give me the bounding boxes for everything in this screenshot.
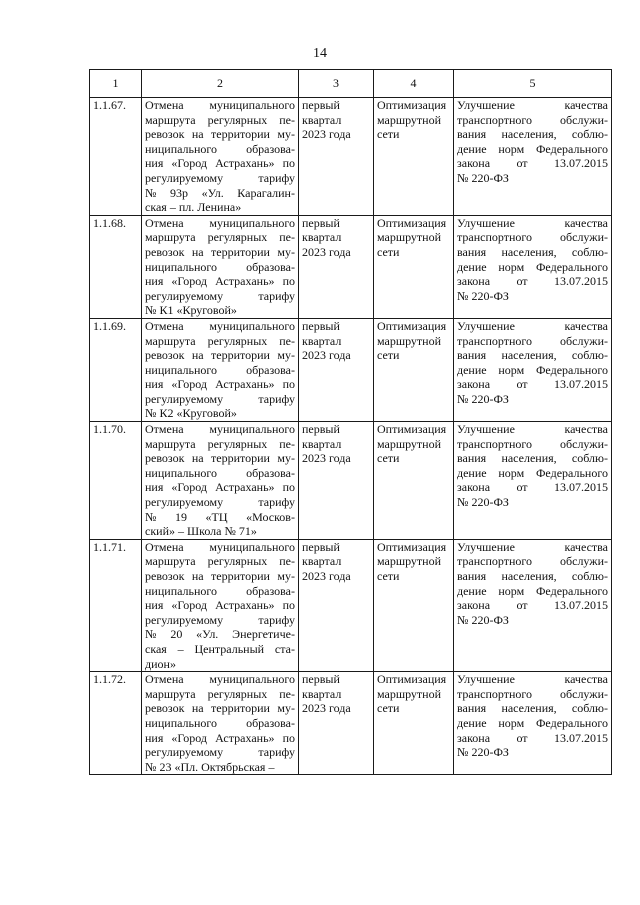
- measure-goal-line: маршрутной: [377, 686, 442, 701]
- measure-description-line: ский» – Школа № 71»: [145, 524, 257, 539]
- measure-description-line: ревозок на территории му-: [145, 451, 295, 466]
- measure-goal-text: [377, 672, 450, 716]
- measure-goal-line: сети: [377, 569, 400, 583]
- measure-result-line: транспортного обслужи-: [457, 686, 608, 701]
- measure-result: [454, 422, 612, 540]
- measure-description-line: Отмена муниципального: [145, 672, 295, 687]
- measure-result-text: [457, 540, 608, 628]
- measure-period-line: 2023 года: [302, 569, 351, 583]
- row-number: 1.1.72.: [90, 672, 142, 775]
- measure-description-text: [145, 672, 295, 774]
- measure-result-line: дение норм Федерального: [457, 259, 608, 274]
- table-row: [90, 539, 612, 671]
- measure-goal-line: Оптимизация: [377, 672, 447, 687]
- measure-goal: [374, 539, 454, 671]
- measure-goal-text: [377, 98, 450, 142]
- measure-result-line: закона от 13.07.2015: [457, 480, 608, 495]
- measure-goal-line: маршрутной: [377, 333, 442, 348]
- measure-result-line: Улучшение качества: [457, 422, 608, 437]
- measure-period-line: 2023 года: [302, 244, 351, 259]
- table-row: [90, 422, 612, 540]
- measure-result-line: Улучшение качества: [457, 318, 608, 333]
- measure-period: [299, 672, 374, 775]
- measure-goal-line: маршрутной: [377, 554, 442, 569]
- measure-result-text: [457, 319, 608, 407]
- measure-result-line: закона от 13.07.2015: [457, 377, 608, 392]
- measure-description-line: ния «Город Астрахань» по: [145, 598, 295, 613]
- measure-result: [454, 672, 612, 775]
- measure-result: [454, 318, 612, 421]
- measure-description-line: ревозок на территории му-: [145, 244, 295, 259]
- measure-description-line: ния «Город Астрахань» по: [145, 480, 295, 495]
- measure-description-line: Отмена муниципального: [145, 539, 295, 554]
- measure-description: [142, 422, 299, 540]
- measure-description-line: ниципального образова-: [145, 583, 295, 598]
- measure-result-line: № 220-ФЗ: [457, 170, 509, 185]
- measure-result-line: транспортного обслужи-: [457, 112, 608, 127]
- row-number: 1.1.68.: [90, 215, 142, 318]
- measure-description-text: [145, 319, 295, 421]
- measure-description-line: ниципального образова-: [145, 465, 295, 480]
- measure-result-line: № 220-ФЗ: [457, 288, 509, 303]
- measure-result-line: транспортного обслужи-: [457, 230, 608, 245]
- measure-description: [142, 215, 299, 318]
- measure-description-line: ревозок на территории му-: [145, 127, 295, 142]
- measure-description-line: ниципального образова-: [145, 141, 295, 156]
- measure-description-line: маршрута регулярных пе-: [145, 112, 295, 127]
- measure-result-line: вания населения, соблю-: [457, 569, 608, 583]
- measure-description-text: [145, 422, 295, 539]
- measure-description-line: маршрута регулярных пе-: [145, 333, 295, 348]
- measure-goal-line: маршрутной: [377, 230, 442, 245]
- measure-description-text: [145, 98, 295, 215]
- measure-description-line: № 23 «Пл. Октябрьская –: [145, 759, 275, 774]
- row-number: 1.1.70.: [90, 422, 142, 540]
- measure-goal: [374, 215, 454, 318]
- measure-description-text: [145, 216, 295, 318]
- measure-result-line: № 220-ФЗ: [457, 391, 509, 406]
- measure-period: [299, 422, 374, 540]
- measure-period: [299, 318, 374, 421]
- measure-period: [299, 215, 374, 318]
- measure-description-line: ревозок на территории му-: [145, 348, 295, 363]
- measure-description-line: № 19 «ТЦ «Москов-: [145, 509, 295, 524]
- measure-description-line: Отмена муниципального: [145, 98, 295, 112]
- measure-result-line: вания населения, соблю-: [457, 244, 608, 259]
- measure-period-line: 2023 года: [302, 127, 351, 142]
- measure-description-line: регулируемому тарифу: [145, 612, 295, 627]
- page-number: 14: [313, 46, 327, 61]
- measure-description-line: регулируемому тарифу: [145, 495, 295, 510]
- measure-result: [454, 539, 612, 671]
- measure-description-line: ская – пл. Ленина»: [145, 200, 242, 215]
- table-row: [90, 215, 612, 318]
- measure-period-line: квартал: [302, 686, 342, 701]
- measure-goal-line: сети: [377, 701, 400, 716]
- table-body: [90, 98, 612, 775]
- measure-goal-line: сети: [377, 127, 400, 142]
- measure-result-line: закона от 13.07.2015: [457, 598, 608, 613]
- table-row: [90, 98, 612, 216]
- measure-result-line: дение норм Федерального: [457, 362, 608, 377]
- measure-period-line: 2023 года: [302, 701, 351, 716]
- measure-description-line: № К2 «Круговой»: [145, 406, 237, 421]
- measure-result-line: дение норм Федерального: [457, 465, 608, 480]
- table-row: [90, 672, 612, 775]
- measure-period-text: [302, 540, 370, 584]
- measure-description-line: ниципального образова-: [145, 715, 295, 730]
- measure-description-line: регулируемому тарифу: [145, 391, 295, 406]
- measure-result-line: вания населения, соблю-: [457, 701, 608, 716]
- measure-result-text: [457, 672, 608, 760]
- measure-description-line: маршрута регулярных пе-: [145, 686, 295, 701]
- measure-result-line: Улучшение качества: [457, 539, 608, 554]
- measure-result-line: дение норм Федерального: [457, 583, 608, 598]
- measure-result-line: вания населения, соблю-: [457, 451, 608, 466]
- measure-period-line: первый: [302, 318, 340, 333]
- measure-result-line: вания населения, соблю-: [457, 348, 608, 363]
- measure-goal: [374, 318, 454, 421]
- measure-result-line: транспортного обслужи-: [457, 333, 608, 348]
- table-header-row: [90, 70, 612, 98]
- measure-result: [454, 215, 612, 318]
- measure-result: [454, 98, 612, 216]
- measure-description-line: регулируемому тарифу: [145, 170, 295, 185]
- measure-description: [142, 672, 299, 775]
- measure-goal-line: маршрутной: [377, 436, 442, 451]
- measure-goal: [374, 422, 454, 540]
- measure-description: [142, 318, 299, 421]
- measure-goal-line: Оптимизация: [377, 539, 447, 554]
- measure-goal-text: [377, 422, 450, 466]
- measure-goal-line: Оптимизация: [377, 215, 447, 230]
- measure-period-line: квартал: [302, 112, 342, 127]
- measure-period-line: квартал: [302, 436, 342, 451]
- measure-period-line: 2023 года: [302, 348, 351, 363]
- measure-goal: [374, 98, 454, 216]
- measure-goal-line: сети: [377, 244, 400, 259]
- measure-period-line: первый: [302, 98, 340, 112]
- row-number: 1.1.69.: [90, 318, 142, 421]
- measure-goal-text: [377, 216, 450, 260]
- measure-goal-line: Оптимизация: [377, 318, 447, 333]
- measure-result-line: Улучшение качества: [457, 672, 608, 687]
- measure-result-text: [457, 98, 608, 186]
- measure-result-line: Улучшение качества: [457, 215, 608, 230]
- measure-result-line: транспортного обслужи-: [457, 436, 608, 451]
- measure-description: [142, 539, 299, 671]
- measure-period-line: первый: [302, 422, 340, 437]
- measure-result-line: дение норм Федерального: [457, 141, 608, 156]
- measure-period-line: первый: [302, 215, 340, 230]
- measures-table: [89, 69, 612, 775]
- header-col-1: 1: [90, 70, 142, 98]
- measure-result-line: транспортного обслужи-: [457, 554, 608, 569]
- measure-result-line: закона от 13.07.2015: [457, 156, 608, 171]
- measure-period-line: квартал: [302, 333, 342, 348]
- measure-description-line: регулируемому тарифу: [145, 745, 295, 760]
- measure-result-line: № 220-ФЗ: [457, 612, 509, 627]
- measure-period: [299, 539, 374, 671]
- measure-description-line: маршрута регулярных пе-: [145, 436, 295, 451]
- measure-period-line: первый: [302, 539, 340, 554]
- measure-period-line: 2023 года: [302, 451, 351, 466]
- measure-period-line: первый: [302, 672, 340, 687]
- measure-goal-line: маршрутной: [377, 112, 442, 127]
- measure-goal-line: Оптимизация: [377, 98, 447, 112]
- measure-description: [142, 98, 299, 216]
- measure-description-line: ния «Город Астрахань» по: [145, 730, 295, 745]
- measure-goal-line: сети: [377, 451, 400, 466]
- measure-description-line: ниципального образова-: [145, 259, 295, 274]
- table-row: [90, 318, 612, 421]
- measure-description-line: ская – Центральный ста-: [145, 641, 295, 656]
- measure-description-line: № 20 «Ул. Энергетиче-: [145, 627, 295, 642]
- measure-period-text: [302, 216, 370, 260]
- measure-description-line: Отмена муниципального: [145, 318, 295, 333]
- measure-goal-line: сети: [377, 348, 400, 363]
- header-col-2: 2: [142, 70, 299, 98]
- measure-description-line: ния «Город Астрахань» по: [145, 274, 295, 289]
- measure-description-line: № 93р «Ул. Карагалин-: [145, 185, 295, 200]
- measure-goal: [374, 672, 454, 775]
- measure-result-line: дение норм Федерального: [457, 715, 608, 730]
- row-number: 1.1.67.: [90, 98, 142, 216]
- measure-period-line: квартал: [302, 554, 342, 569]
- measure-description-line: маршрута регулярных пе-: [145, 230, 295, 245]
- measure-description-line: ния «Город Астрахань» по: [145, 377, 295, 392]
- measure-description-line: регулируемому тарифу: [145, 288, 295, 303]
- measure-description-line: дион»: [145, 656, 176, 671]
- measure-period-line: квартал: [302, 230, 342, 245]
- measure-result-line: Улучшение качества: [457, 98, 608, 112]
- measure-description-line: Отмена муниципального: [145, 215, 295, 230]
- measure-result-line: закона от 13.07.2015: [457, 274, 608, 289]
- measure-period-text: [302, 98, 370, 142]
- measure-result-text: [457, 216, 608, 304]
- header-col-5: 5: [454, 70, 612, 98]
- measure-description-line: ревозок на территории му-: [145, 701, 295, 716]
- measure-description-line: № К1 «Круговой»: [145, 303, 237, 318]
- measure-description-line: ревозок на территории му-: [145, 569, 295, 583]
- measure-description-text: [145, 540, 295, 671]
- header-col-3: 3: [299, 70, 374, 98]
- measure-period: [299, 98, 374, 216]
- measure-goal-text: [377, 319, 450, 363]
- measure-result-line: вания населения, соблю-: [457, 127, 608, 142]
- measure-period-text: [302, 672, 370, 716]
- measure-description-line: ния «Город Астрахань» по: [145, 156, 295, 171]
- measure-goal-line: Оптимизация: [377, 422, 447, 437]
- measure-goal-text: [377, 540, 450, 584]
- measure-period-text: [302, 319, 370, 363]
- row-number: 1.1.71.: [90, 539, 142, 671]
- measure-result-line: закона от 13.07.2015: [457, 730, 608, 745]
- measure-period-text: [302, 422, 370, 466]
- measure-result-line: № 220-ФЗ: [457, 745, 509, 760]
- measure-description-line: ниципального образова-: [145, 362, 295, 377]
- measure-description-line: Отмена муниципального: [145, 422, 295, 437]
- header-col-4: 4: [374, 70, 454, 98]
- measure-result-line: № 220-ФЗ: [457, 495, 509, 510]
- measure-result-text: [457, 422, 608, 510]
- measure-description-line: маршрута регулярных пе-: [145, 554, 295, 569]
